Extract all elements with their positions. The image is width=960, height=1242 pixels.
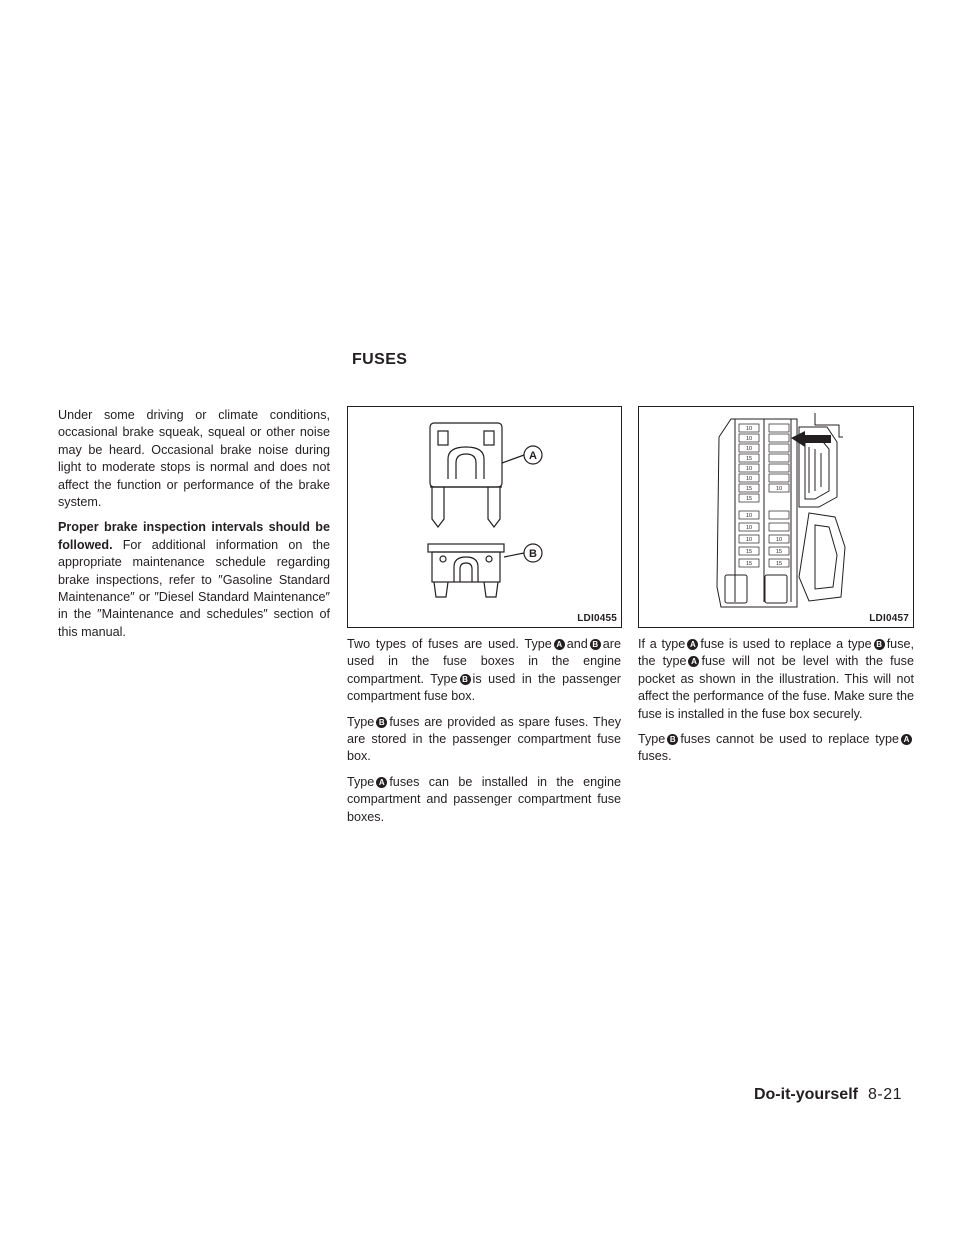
text-fragment: fuses are provided as spare fuses. They are stored in the passenger compartment fuse box. bbox=[347, 714, 621, 764]
brake-noise-paragraph: Under some driving or climate conditions, occasional brake squeak, squeal or other noise may be heard. Occasional brake noise during light to moderate stops is normal and does not affect the function or performance of the brake system. bbox=[58, 408, 330, 510]
middle-column bbox=[347, 636, 621, 834]
text-fragment: Type bbox=[347, 774, 375, 789]
text-fragment: are used in the fuse boxes in the engine compartment. Type bbox=[347, 637, 621, 686]
marker-b-icon: B bbox=[590, 639, 601, 650]
text-fragment: Two types of fuses are used. Type bbox=[347, 637, 552, 651]
fuse-label: 10 bbox=[745, 446, 753, 452]
text-fragment: fuses. bbox=[638, 749, 672, 764]
fuse-label: 10 bbox=[745, 436, 753, 442]
fuse-label: 15 bbox=[745, 549, 753, 555]
marker-a-icon: A bbox=[901, 734, 912, 745]
right-column bbox=[638, 636, 914, 774]
fuse-label: 10 bbox=[775, 537, 783, 543]
callout-a: A bbox=[529, 450, 537, 462]
inspection-text: For additional information on the appropriate maintenance schedule regarding brake inspections, refer to ″Gasoline Standard Maintenance″ or ″Diesel Standard Maintenance″ in the ″Maintenance and schedules″ section of this manual. bbox=[58, 537, 330, 639]
text-fragment: Type bbox=[347, 714, 375, 729]
inspection-emphasis: Proper brake inspection intervals should be followed. bbox=[58, 520, 330, 552]
text-fragment: If a type bbox=[638, 637, 686, 651]
marker-a-icon: A bbox=[554, 639, 565, 650]
marker-b-icon: B bbox=[667, 734, 678, 745]
marker-a-icon: A bbox=[376, 777, 387, 788]
text-fragment: fuse, the type bbox=[638, 637, 914, 669]
marker-b-icon: B bbox=[874, 639, 885, 650]
callout-b: B bbox=[529, 548, 537, 560]
fuse-types-illustration bbox=[348, 407, 621, 627]
figure-code: LDI0455 bbox=[577, 613, 617, 624]
fuse-label: 10 bbox=[745, 537, 753, 543]
figure-code: LDI0457 bbox=[869, 613, 909, 624]
fuse-label: 15 bbox=[745, 456, 753, 462]
fuse-types-paragraph bbox=[347, 636, 621, 706]
fuse-types-figure bbox=[347, 406, 622, 628]
fuse-label: 10 bbox=[745, 466, 753, 472]
text-fragment: Type bbox=[638, 732, 666, 747]
text-fragment: fuses cannot be used to replace type bbox=[680, 732, 899, 747]
text-fragment: is used in the passenger compartment fuse box. bbox=[347, 671, 621, 704]
fuse-box-figure bbox=[638, 406, 914, 628]
fuse-label: 10 bbox=[745, 426, 753, 432]
left-column bbox=[58, 407, 330, 649]
fuse-box-illustration bbox=[639, 407, 913, 627]
fuse-label: 15 bbox=[745, 561, 753, 567]
fuse-label: 10 bbox=[775, 486, 783, 492]
fuse-label: 10 bbox=[745, 525, 753, 531]
marker-a-icon: A bbox=[688, 656, 699, 667]
text-fragment: fuse will not be level with the fuse pocket as shown in the illustration. This will not affect the performance of the fuse. Make sure the fuse is installed in the fuse box securely. bbox=[638, 654, 914, 721]
page-number: 8-21 bbox=[867, 1086, 902, 1103]
fuse-label: 10 bbox=[745, 513, 753, 519]
fuse-label: 10 bbox=[745, 476, 753, 482]
install-paragraph bbox=[347, 774, 621, 826]
page-footer bbox=[754, 1086, 902, 1104]
marker-a-icon: A bbox=[687, 639, 698, 650]
fuse-label: 15 bbox=[775, 549, 783, 555]
fuse-label: 15 bbox=[745, 486, 753, 492]
replace-paragraph bbox=[638, 636, 914, 723]
marker-b-icon: B bbox=[376, 717, 387, 728]
text-fragment: fuses can be installed in the engine compartment and passenger compartment fuse boxes. bbox=[347, 774, 621, 824]
text-fragment: and bbox=[566, 637, 588, 651]
text-fragment: fuse is used to replace a type bbox=[700, 637, 872, 651]
brake-inspection-paragraph bbox=[58, 519, 330, 641]
footer-section: Do-it-yourself bbox=[753, 1086, 858, 1103]
spare-fuses-paragraph bbox=[347, 714, 621, 766]
cannot-replace-paragraph bbox=[638, 731, 914, 766]
fuse-label: 15 bbox=[775, 561, 783, 567]
section-title: FUSES bbox=[352, 351, 408, 368]
fuse-label: 15 bbox=[745, 496, 753, 502]
marker-b-icon: B bbox=[460, 674, 471, 685]
